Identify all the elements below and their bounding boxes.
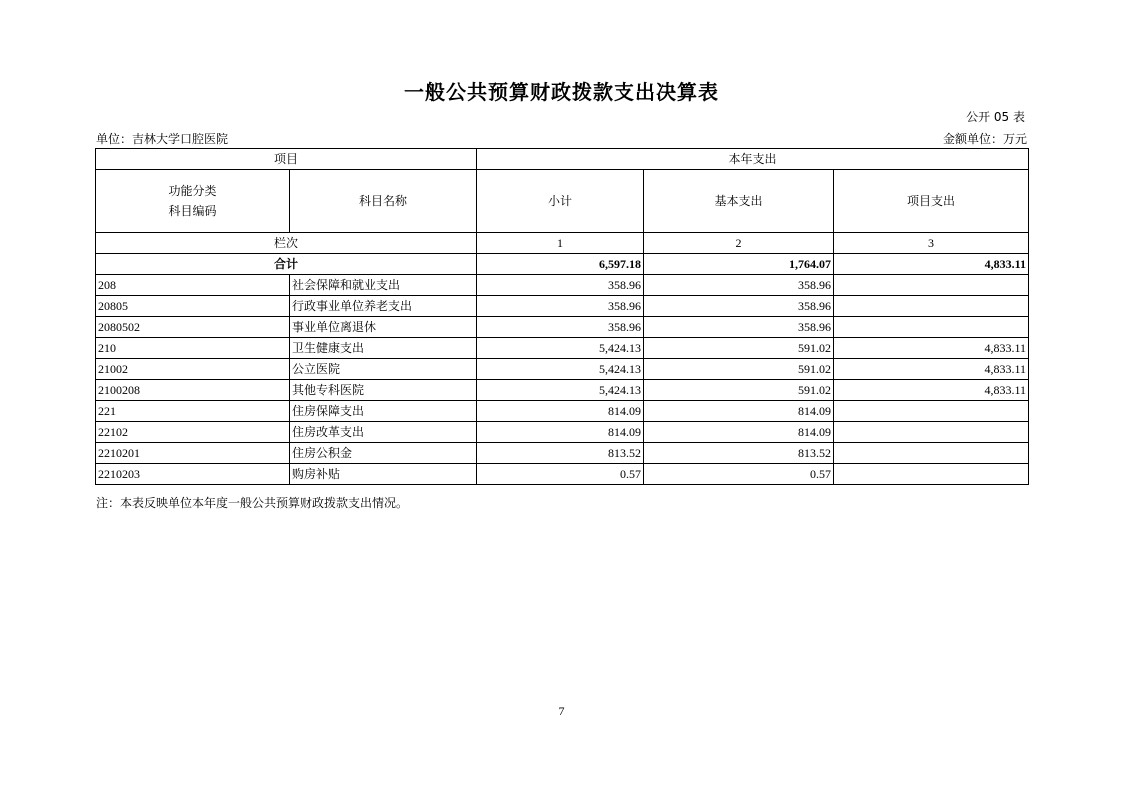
cell-subject-name: 住房改革支出 bbox=[290, 422, 477, 443]
cell-basic: 813.52 bbox=[644, 443, 834, 464]
footnote: 注：本表反映单位本年度一般公共预算财政拨款支出情况。 bbox=[96, 496, 409, 510]
cell-project bbox=[834, 464, 1029, 485]
table-row bbox=[96, 422, 1029, 443]
table-row bbox=[96, 317, 1029, 338]
cell-subject-name: 卫生健康支出 bbox=[290, 338, 477, 359]
cell-project: 4,833.11 bbox=[834, 338, 1029, 359]
form-number: 公开 05 表 bbox=[966, 110, 1025, 124]
cell-subtotal: 814.09 bbox=[477, 401, 644, 422]
header-current-year: 本年支出 bbox=[477, 149, 1029, 170]
cell-code: 22102 bbox=[96, 422, 290, 443]
total-basic: 1,764.07 bbox=[644, 254, 834, 275]
cell-subject-name: 社会保障和就业支出 bbox=[290, 275, 477, 296]
cell-subject-name: 购房补贴 bbox=[290, 464, 477, 485]
table-row bbox=[96, 296, 1029, 317]
cell-code: 2100208 bbox=[96, 380, 290, 401]
amount-unit: 金额单位：万元 bbox=[942, 132, 1027, 146]
cell-code: 21002 bbox=[96, 359, 290, 380]
cell-code: 20805 bbox=[96, 296, 290, 317]
table-row bbox=[96, 338, 1029, 359]
cell-code: 2210203 bbox=[96, 464, 290, 485]
cell-basic: 358.96 bbox=[644, 296, 834, 317]
cell-subtotal: 814.09 bbox=[477, 422, 644, 443]
col-index-2: 2 bbox=[644, 233, 834, 254]
page-title: 一般公共预算财政拨款支出决算表 bbox=[404, 80, 719, 104]
cell-basic: 814.09 bbox=[644, 422, 834, 443]
header-row-2 bbox=[96, 170, 1029, 233]
header-func-class bbox=[96, 170, 290, 233]
cell-basic: 0.57 bbox=[644, 464, 834, 485]
cell-project bbox=[834, 443, 1029, 464]
cell-basic: 591.02 bbox=[644, 380, 834, 401]
cell-subtotal: 358.96 bbox=[477, 296, 644, 317]
col-index-1: 1 bbox=[477, 233, 644, 254]
cell-project bbox=[834, 401, 1029, 422]
cell-subtotal: 358.96 bbox=[477, 275, 644, 296]
cell-code: 221 bbox=[96, 401, 290, 422]
cell-project: 4,833.11 bbox=[834, 380, 1029, 401]
cell-basic: 591.02 bbox=[644, 338, 834, 359]
table-row bbox=[96, 275, 1029, 296]
cell-project: 4,833.11 bbox=[834, 359, 1029, 380]
column-index-row bbox=[96, 233, 1029, 254]
table-row bbox=[96, 359, 1029, 380]
cell-project bbox=[834, 422, 1029, 443]
cell-subject-name: 事业单位离退休 bbox=[290, 317, 477, 338]
cell-subtotal: 813.52 bbox=[477, 443, 644, 464]
header-subject-name: 科目名称 bbox=[290, 170, 477, 233]
cell-code: 210 bbox=[96, 338, 290, 359]
total-row bbox=[96, 254, 1029, 275]
cell-basic: 358.96 bbox=[644, 275, 834, 296]
header-project-exp: 项目支出 bbox=[834, 170, 1029, 233]
cell-subject-name: 行政事业单位养老支出 bbox=[290, 296, 477, 317]
cell-subtotal: 5,424.13 bbox=[477, 380, 644, 401]
cell-project bbox=[834, 275, 1029, 296]
row-label: 栏次 bbox=[96, 233, 477, 254]
cell-project bbox=[834, 317, 1029, 338]
cell-subtotal: 0.57 bbox=[477, 464, 644, 485]
table-row bbox=[96, 464, 1029, 485]
unit-name: 单位：吉林大学口腔医院 bbox=[96, 132, 229, 146]
page-number: 7 bbox=[558, 704, 565, 718]
col-index-3: 3 bbox=[834, 233, 1029, 254]
cell-subject-name: 公立医院 bbox=[290, 359, 477, 380]
func-class-line1: 功能分类 bbox=[168, 184, 217, 198]
cell-basic: 591.02 bbox=[644, 359, 834, 380]
header-basic: 基本支出 bbox=[644, 170, 834, 233]
cell-code: 2080502 bbox=[96, 317, 290, 338]
cell-subtotal: 5,424.13 bbox=[477, 338, 644, 359]
func-class-line2: 科目编码 bbox=[168, 204, 217, 218]
cell-basic: 814.09 bbox=[644, 401, 834, 422]
table-row bbox=[96, 443, 1029, 464]
cell-project bbox=[834, 296, 1029, 317]
total-subtotal: 6,597.18 bbox=[477, 254, 644, 275]
total-project: 4,833.11 bbox=[834, 254, 1029, 275]
cell-basic: 358.96 bbox=[644, 317, 834, 338]
total-label: 合计 bbox=[96, 254, 477, 275]
cell-subject-name: 其他专科医院 bbox=[290, 380, 477, 401]
header-project: 项目 bbox=[96, 149, 477, 170]
header-row-1 bbox=[96, 149, 1029, 170]
cell-subject-name: 住房保障支出 bbox=[290, 401, 477, 422]
cell-code: 208 bbox=[96, 275, 290, 296]
table-row bbox=[96, 380, 1029, 401]
cell-code: 2210201 bbox=[96, 443, 290, 464]
table-row bbox=[96, 401, 1029, 422]
cell-subtotal: 5,424.13 bbox=[477, 359, 644, 380]
header-subtotal: 小计 bbox=[477, 170, 644, 233]
expenditure-table bbox=[95, 148, 1029, 485]
cell-subtotal: 358.96 bbox=[477, 317, 644, 338]
cell-subject-name: 住房公积金 bbox=[290, 443, 477, 464]
